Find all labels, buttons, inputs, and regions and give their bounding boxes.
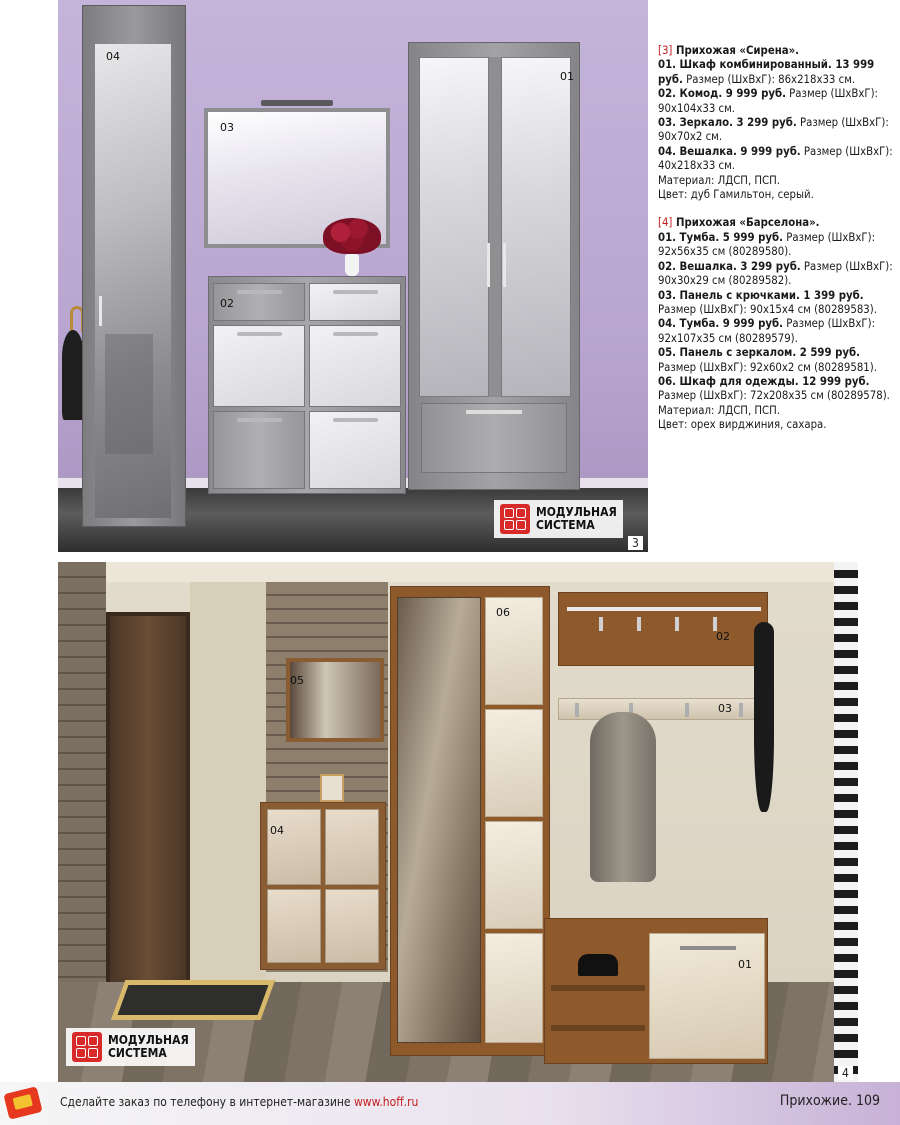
mirror-panel-05 [286, 658, 384, 742]
hanger-handle [99, 296, 102, 326]
label-01: 01 [738, 958, 752, 971]
shoes [578, 954, 618, 976]
tumba-door [649, 933, 765, 1059]
label-03: 03 [718, 702, 732, 715]
photo-barcelona [58, 562, 858, 1082]
ceiling [58, 562, 858, 582]
wardrobe-door-right [501, 57, 571, 397]
vase [345, 254, 359, 276]
product-description [658, 44, 894, 433]
label-01: 01 [560, 70, 574, 83]
photo-sirena [58, 0, 648, 552]
badge-line2: СИСТЕМА [108, 1046, 167, 1060]
modular-system-badge [66, 1028, 195, 1066]
sirena-material: Материал: ЛДСП, ПСП. [658, 173, 781, 187]
hanger-04 [82, 5, 186, 527]
wardrobe-drawer [421, 403, 567, 473]
barcelona-item-02: 02. Вешалка. 3 299 руб. Размер (ШхВхГ): 90x30x29 см (80289582). [658, 259, 893, 288]
wardrobe-01 [408, 42, 580, 490]
wall-section [190, 582, 266, 982]
store-logo-icon [3, 1086, 42, 1119]
barcelona-item-03: 03. Панель с крючками. 1 399 руб. Размер (ШхВхГ): 90x15x4 см (80289583). [658, 288, 877, 316]
footer-text: Сделайте заказ по телефону в интернет-магазине www.hoff.ru [60, 1095, 419, 1109]
badge-line1: МОДУЛЬНАЯ [536, 505, 617, 519]
flowers [323, 218, 381, 254]
photo-ref-3: 3 [628, 536, 643, 550]
mirror-lamp [261, 100, 333, 106]
modular-system-icon [72, 1032, 102, 1062]
hook-panel-03 [558, 698, 768, 720]
website-link[interactable]: www.hoff.ru [353, 1095, 419, 1109]
label-04: 04 [106, 50, 120, 63]
barcelona-color: Цвет: орех вирджиния, сахара. [658, 418, 827, 432]
sirena-item-02: 02. Комод. 9 999 руб. Размер (ШхВхГ): 90x104x33 см. [658, 87, 878, 115]
coat [590, 712, 656, 882]
wardrobe-06 [390, 586, 550, 1056]
wardrobe-door-left [419, 57, 489, 397]
footer [0, 1082, 900, 1125]
label-06: 06 [496, 606, 510, 619]
barcelona-item-05: 05. Панель с зеркалом. 2 599 руб. Размер (ШхВхГ): 92x60x2 см (80289581). [658, 346, 877, 374]
page-number: Прихожие. 109 [779, 1093, 880, 1109]
striped-curtain [834, 562, 858, 1082]
badge-line2: СИСТЕМА [536, 518, 595, 532]
sirena-item-04: 04. Вешалка. 9 999 руб. Размер (ШхВхГ): 40x218x33 см. [658, 144, 893, 173]
badge-line1: МОДУЛЬНАЯ [108, 1033, 189, 1047]
barcelona-material: Материал: ЛДСП, ПСП. [658, 403, 781, 417]
umbrella [754, 622, 774, 812]
barcelona-heading: [4] Прихожая «Барселона». [658, 216, 820, 230]
sirena-item-01: 01. Шкаф комбинированный. 13 999 руб. Размер (ШхВхГ): 86x218x33 см. [658, 58, 875, 86]
sirena-heading: [3] Прихожая «Сирена». [658, 44, 800, 57]
barcelona-item-04: 04. Тумба. 9 999 руб. Размер (ШхВхГ): 92x107x35 см (80289579). [658, 317, 876, 345]
hanger-mirror [95, 44, 171, 518]
label-02: 02 [716, 630, 730, 643]
label-03: 03 [220, 121, 234, 134]
barcelona-item-01: 01. Тумба. 5 999 руб. Размер (ШхВхГ): 92x56x35 см (80289580). [658, 230, 876, 259]
sirena-item-03: 03. Зеркало. 3 299 руб. Размер (ШхВхГ): 90x70x2 см. [658, 116, 889, 144]
dresser-02 [208, 276, 406, 494]
wardrobe-mirror-door [397, 597, 481, 1043]
photo-ref-4: 4 [838, 1066, 853, 1080]
photo-frame [320, 774, 344, 802]
entrance-door [106, 612, 190, 1032]
modular-system-icon [500, 504, 530, 534]
label-04: 04 [270, 824, 284, 837]
umbrella [62, 330, 84, 420]
tumba-01 [544, 918, 768, 1064]
barcelona-item-06: 06. Шкаф для одежды. 12 999 руб. Размер (ШхВхГ): 72x208x35 см (80289578). [658, 374, 890, 403]
doormat [111, 980, 276, 1020]
label-02: 02 [220, 297, 234, 310]
label-05: 05 [290, 674, 304, 687]
modular-system-badge [494, 500, 623, 538]
sirena-color: Цвет: дуб Гамильтон, серый. [658, 188, 814, 202]
hanger-02 [558, 592, 768, 666]
